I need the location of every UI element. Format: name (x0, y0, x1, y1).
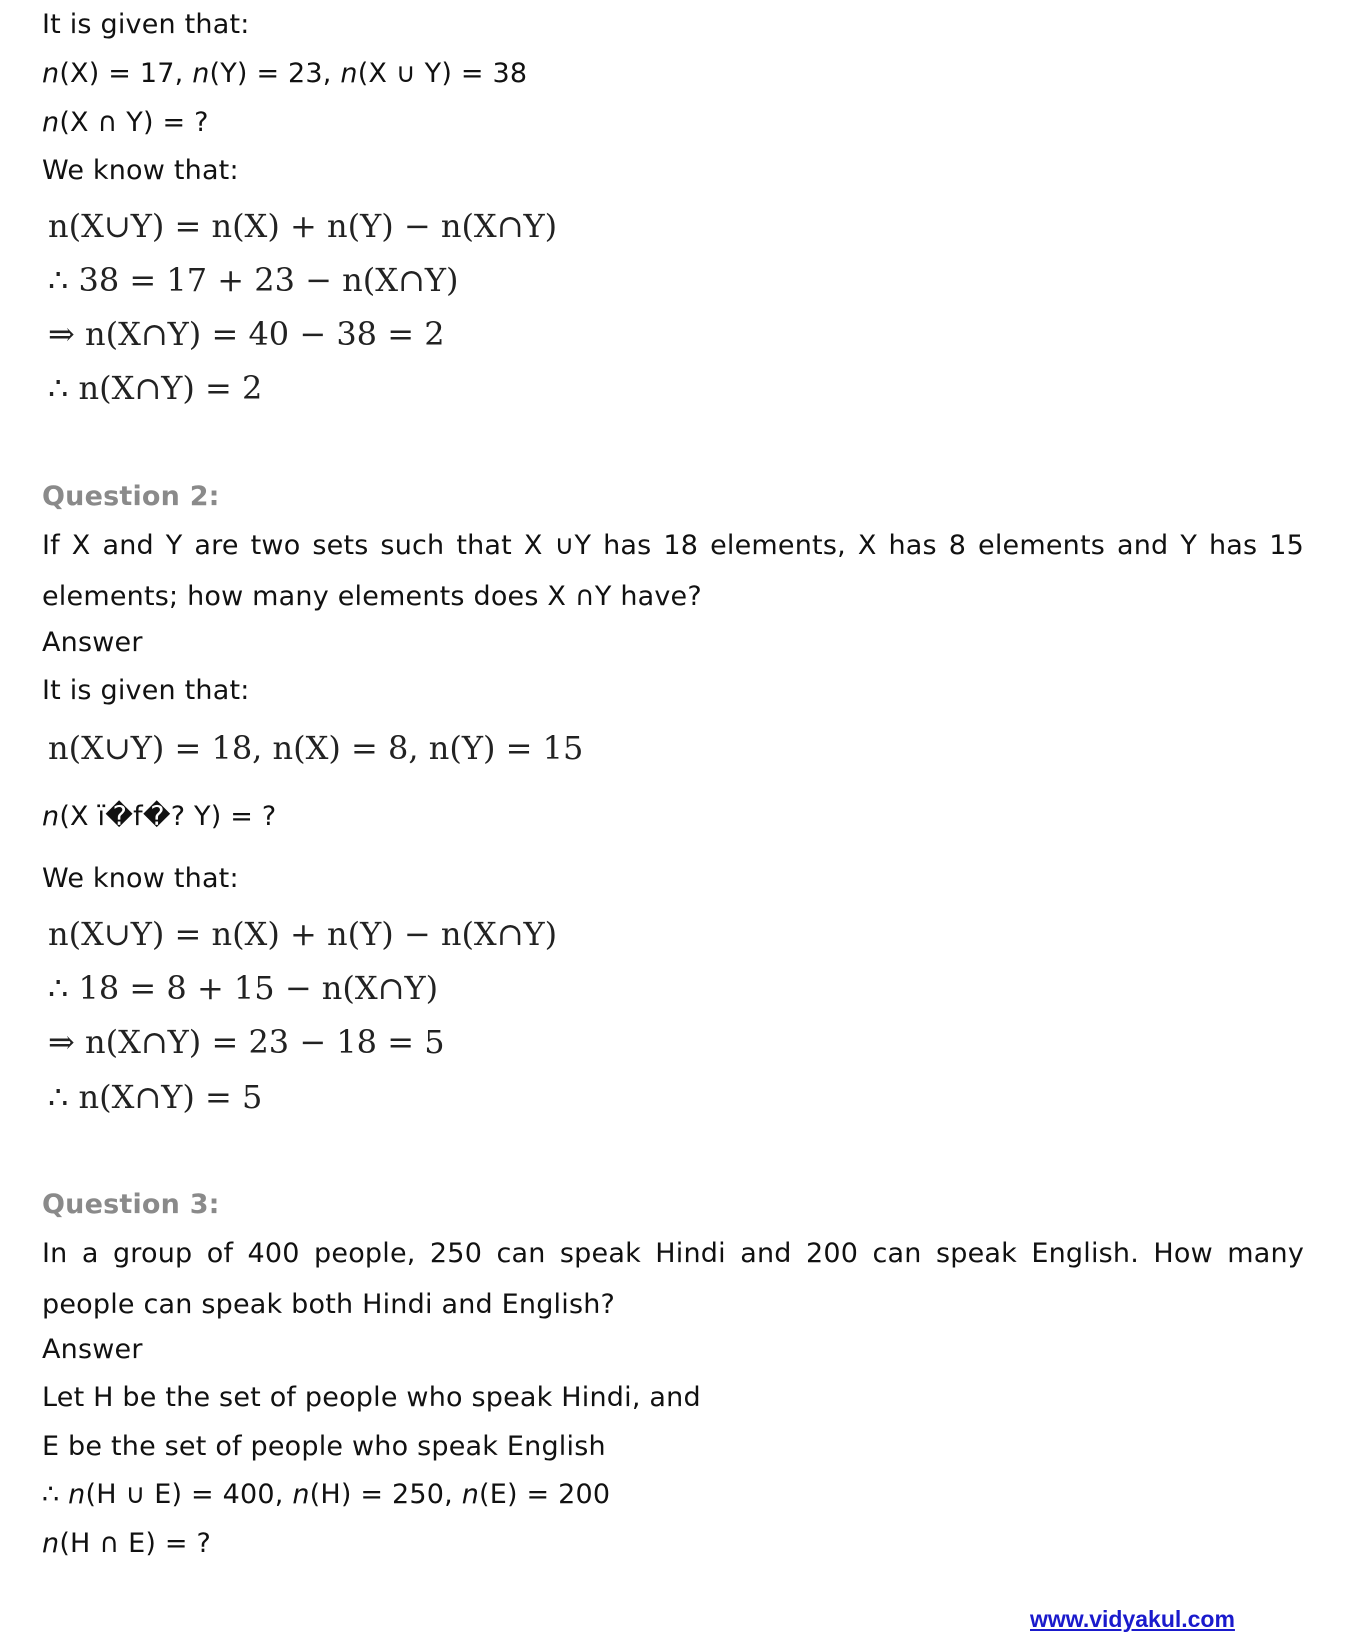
given-values: ∴ n(H ∪ E) = 400, n(H) = 250, n(E) = 200 (42, 1479, 611, 1510)
computation-line: ⇒ n(X∩Y) = 40 − 38 = 2 (48, 315, 445, 353)
question-3-text: In a group of 400 people, 250 can speak Hindi and 200 can speak English. How many people can speak both Hindi and English? (42, 1238, 1304, 1320)
definition-line-h: Let H be the set of people who speak Hindi, and (42, 1382, 701, 1413)
know-label: We know that: (42, 155, 239, 186)
given-label: It is given that: (42, 675, 250, 706)
answer-label: Answer (42, 627, 143, 658)
result-line: ∴ n(X∩Y) = 2 (48, 369, 263, 407)
question-3-heading: Question 3: (42, 1189, 220, 1220)
result-line: ∴ n(X∩Y) = 5 (48, 1078, 263, 1116)
question-2-text: If X and Y are two sets such that X ∪Y has 18 elements, X has 8 elements and Y has 15 elements; how many elements does X ∩Y have? (42, 530, 1304, 612)
formula-line: n(X∪Y) = n(X) + n(Y) − n(X∩Y) (48, 915, 558, 953)
substitution-line: ∴ 18 = 8 + 15 − n(X∩Y) (48, 969, 439, 1007)
computation-line: ⇒ n(X∩Y) = 23 − 18 = 5 (48, 1023, 445, 1061)
question-2-heading: Question 2: (42, 481, 220, 512)
know-label: We know that: (42, 863, 239, 894)
substitution-line: ∴ 38 = 17 + 23 − n(X∩Y) (48, 261, 459, 299)
definition-line-e: E be the set of people who speak English (42, 1431, 606, 1462)
footer-website-link[interactable]: www.vidyakul.com (1030, 1606, 1235, 1632)
unknown-value: n(X ï�f�? Y) = ? (42, 801, 277, 832)
formula-line: n(X∪Y) = n(X) + n(Y) − n(X∩Y) (48, 207, 558, 245)
answer-label: Answer (42, 1334, 143, 1365)
unknown-value: n(X ∩ Y) = ? (42, 107, 209, 138)
given-label: It is given that: (42, 9, 250, 40)
unknown-value: n(H ∩ E) = ? (42, 1528, 211, 1559)
given-equation: n(X∪Y) = 18, n(X) = 8, n(Y) = 15 (48, 729, 584, 767)
given-values: n(X) = 17, n(Y) = 23, n(X ∪ Y) = 38 (42, 58, 528, 89)
